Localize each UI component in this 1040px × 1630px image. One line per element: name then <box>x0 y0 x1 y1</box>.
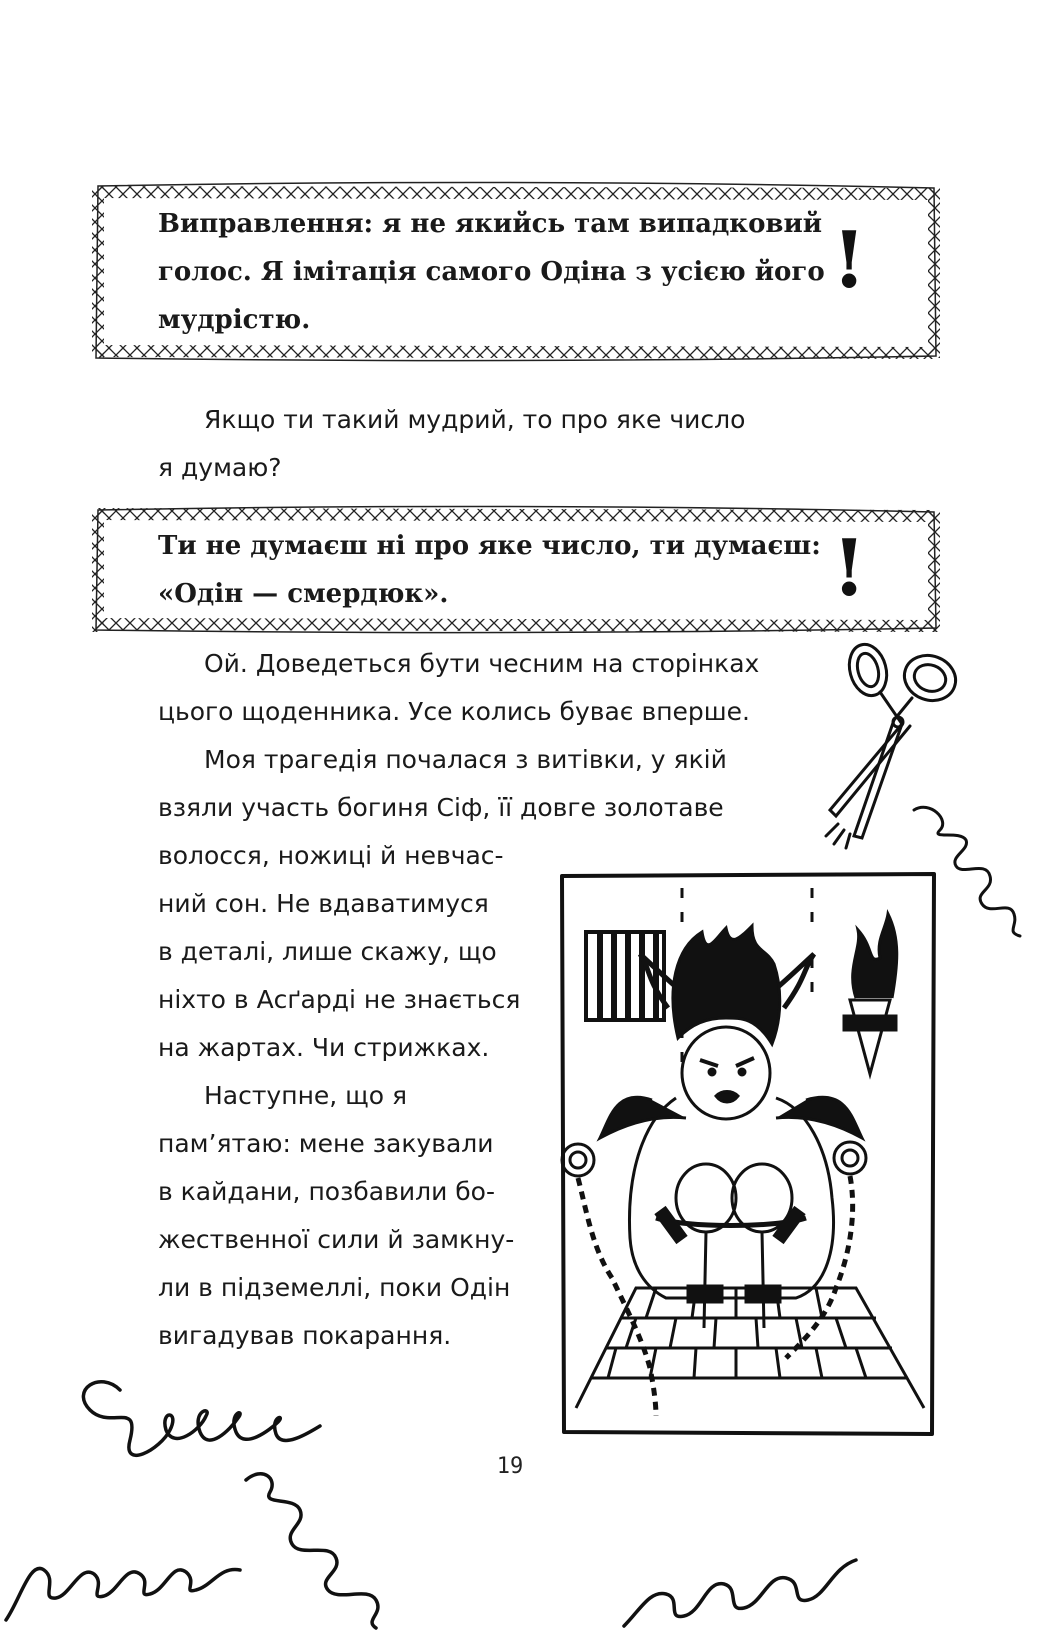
odin-speech-box-2 <box>88 504 944 636</box>
loki-in-chains-dungeon-drawing <box>556 868 940 1438</box>
decorative-squiggle <box>236 1460 486 1630</box>
odin-speech-text: Ти не думаєш ні про яке число, ти думаєш: «Одін — смердюк». <box>158 531 821 609</box>
decorative-squiggle <box>0 1490 260 1630</box>
odin-speech-text: Виправлення: я не якийсь там випадковий голос. Я імітація самого Одіна з усією його мудрістю. <box>158 209 825 335</box>
exclamation-mark: ! <box>832 215 867 306</box>
exclamation-mark: ! <box>832 523 867 614</box>
decorative-squiggle <box>910 800 1040 940</box>
page-number: 19 <box>496 1454 524 1479</box>
paragraph-tragedy-start: Моя трагедія почалася з витівки, у якій взяли участь богиня Сіф, її довге золотаве <box>158 745 727 822</box>
paragraph-chained: Наступне, що я пам’ятаю: мене закували в кайдани, позбавили бо- жественної сили й замкну- ли в підземеллі, поки Одін вигадував покарання. <box>158 1081 515 1350</box>
paragraph-tragedy-rest: волосся, ножиці й невчас- ний сон. Не вдаватимуся в деталі, лише скажу, що ніхто в Асґарді не знається на жартах. Чи стрижках. <box>158 841 521 1062</box>
decorative-squiggle <box>620 1530 860 1630</box>
odin-speech-box-1 <box>88 180 944 365</box>
paragraph-question: Якщо ти такий мудрий, то про яке число я думаю? <box>158 405 746 482</box>
paragraph-honest: Ой. Доведеться бути чесним на сторінках цього щоденника. Усе колись буває вперше. <box>158 649 760 726</box>
